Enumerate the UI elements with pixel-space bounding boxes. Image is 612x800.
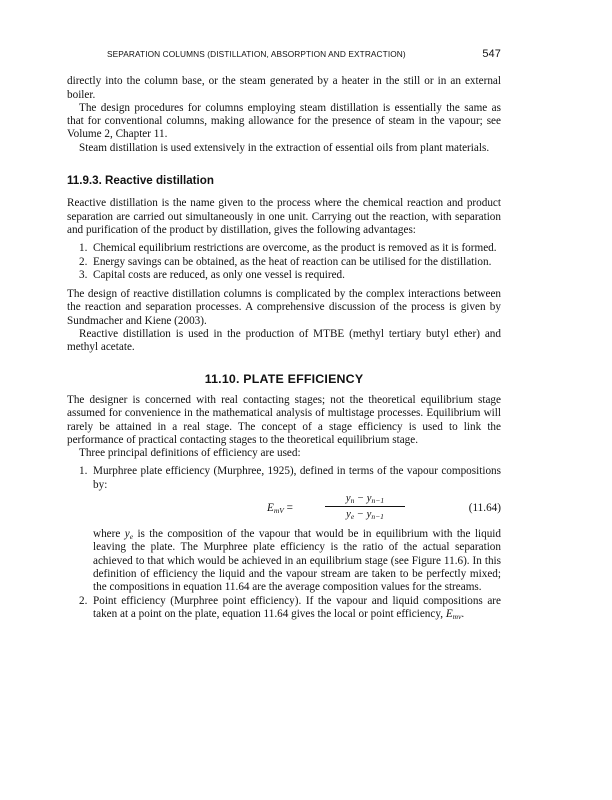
page-number: 547 [482,48,501,60]
list-item-number: 1. [79,465,88,478]
list-item-text: Murphree plate efficiency (Murphree, 1925), defined in terms of the vapour compositions by: [93,465,501,491]
plate-paragraph-2: Three principal definitions of efficiency are used: [79,447,301,460]
efficiency-definitions-list [67,465,501,621]
equation-fraction [325,492,405,521]
advantages-list [67,242,501,282]
intro-paragraph-3: Steam distillation is used extensively in the extraction of essential oils from plant materials. [79,141,490,154]
list-item-text: Capital costs are reduced, as only one vessel is required. [93,268,345,281]
intro-paragraph-1: directly into the column base, or the steam generated by a heater in the still or in an external boiler. [67,75,501,101]
list-item-number: 3. [79,268,88,281]
list-item-text-continued: where $y_e$ is the composition of the vapour that would be in equilibrium with the liquid leaving the plate. The Murphree plate efficiency is the ratio of the actual separation achieved to that which would be achieved in an equilibrium stage (see Figure 11.6). In this definition of efficiency the liquid and the vapour stream are taken to be perfectly mixed; the compositions in equation 11.64 are the average composition values for the streams. [93,528,501,594]
list-item-number: 2. [79,594,88,607]
equation-denominator: $y_e - y_{n-1}$ [346,509,384,522]
plate-paragraph-1: The designer is concerned with real contacting stages; not the theoretical equilibrium stage assumed for convenience in the mathematical analysis of multistage processes. Equilibrium will rarely be attained in a real stage. The concept of a stage efficiency is used to link the performance of practical contacting stages to the theoretical equilibrium stage. [67,393,501,446]
page [67,48,501,627]
list-item [67,269,501,282]
equation-11-64 [93,492,501,526]
list-item [67,465,501,594]
equation-numerator: $y_n - y_{n-1}$ [345,493,385,506]
section-heading-plate-efficiency: 11.10. PLATE EFFICIENCY [204,371,364,386]
list-item [67,256,501,269]
reactive-paragraph-2: The design of reactive distillation columns is complicated by the complex interactions between the reaction and separation processes. A comprehensive discussion of the process is given by Sundmacher and Kiene (2003). [67,288,501,327]
list-item [67,242,501,255]
reactive-paragraph-1: Reactive distillation is the name given to the process where the chemical reaction and product separation are carried out simultaneously in one unit. Carrying out the reaction, with separation and purification of the product by distillation, gives the following advantages: [67,197,501,236]
running-header [67,48,501,61]
equation-lhs: $E_{mV}$ = [267,502,293,516]
running-title: SEPARATION COLUMNS (DISTILLATION, ABSORPTION AND EXTRACTION) [107,49,406,59]
list-item-number: 2. [79,255,88,268]
list-item-text: Chemical equilibrium restrictions are overcome, as the product is removed as it is formed. [93,242,497,255]
list-item-number: 1. [79,242,88,255]
list-item [67,595,501,622]
intro-paragraph-2: The design procedures for columns employing steam distillation is essentially the same as that for conventional columns, making allowance for the presence of steam in the vapour; see Volume 2, Chapter 11. [67,101,501,141]
fraction-bar [325,506,405,507]
list-item-text: Energy savings can be obtained, as the heat of reaction can be utilised for the distillation. [93,255,492,268]
equation-number: (11.64) [468,502,501,515]
reactive-paragraph-3: Reactive distillation is used in the production of MTBE (methyl tertiary butyl ether) and methyl acetate. [67,328,501,354]
list-item-text: Point efficiency (Murphree point efficiency). If the vapour and liquid compositions are taken at a point on the plate, equation 11.64 gives the local or point efficiency, $E_{mv}$. [93,594,501,621]
section-heading-reactive-distillation: 11.9.3. Reactive distillation [67,174,214,188]
